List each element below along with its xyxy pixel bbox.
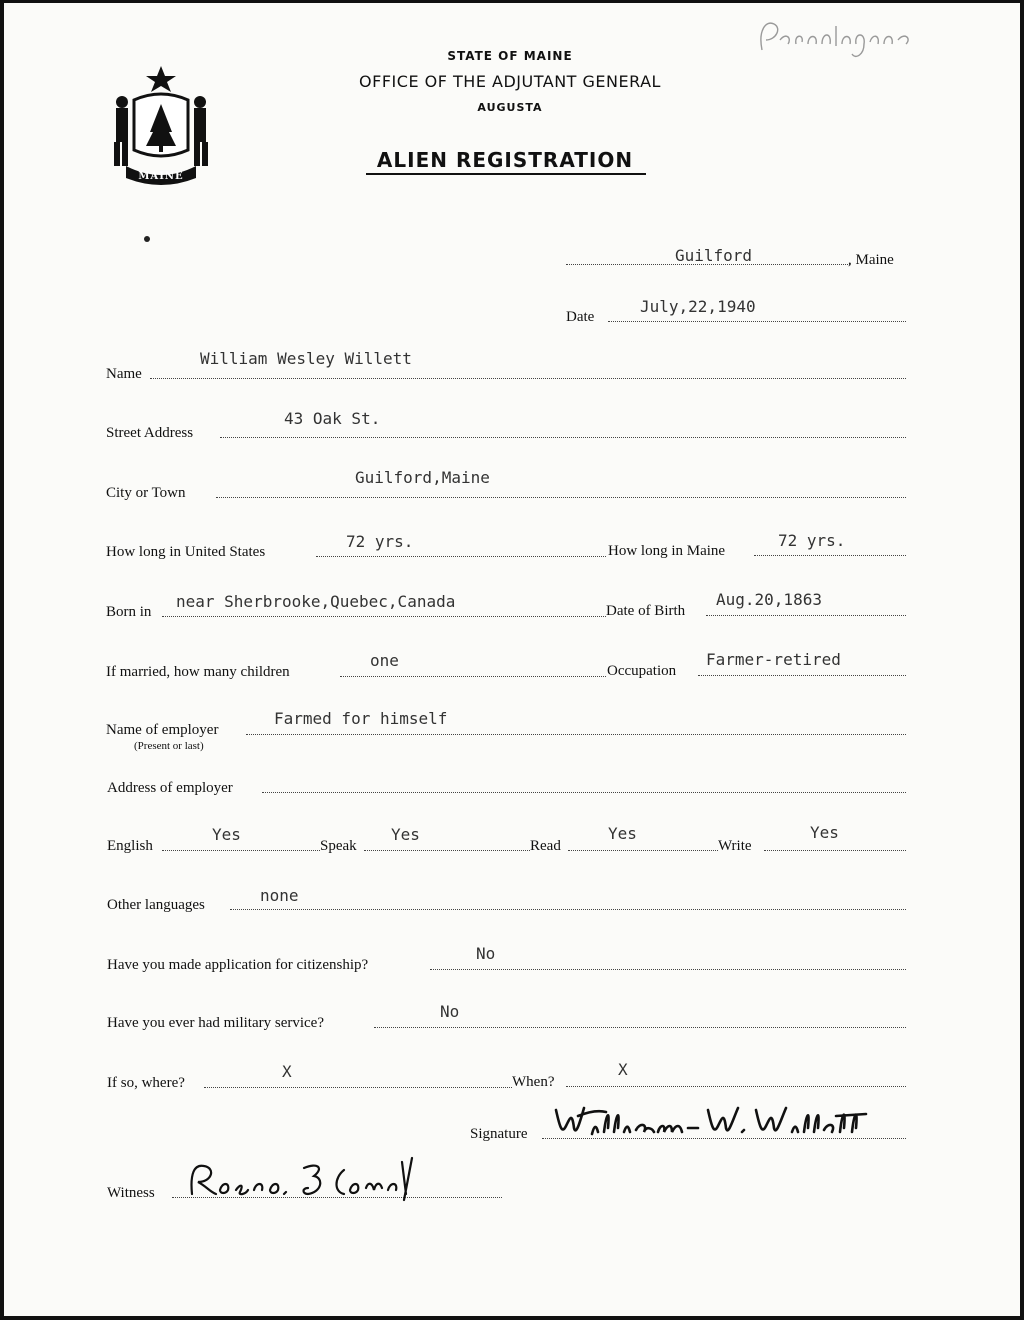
speak-label: Speak bbox=[320, 838, 357, 854]
street-address-line bbox=[220, 437, 906, 438]
place-suffix: , Maine bbox=[848, 252, 894, 268]
when-value: X bbox=[618, 1060, 628, 1079]
military-label: Have you ever had military service? bbox=[107, 1015, 324, 1031]
street-address-label: Street Address bbox=[106, 425, 194, 441]
name-line bbox=[150, 378, 906, 379]
us-duration-value: 72 yrs. bbox=[346, 532, 414, 551]
scan-border-bottom bbox=[0, 1316, 1024, 1320]
other-languages-line bbox=[230, 909, 906, 910]
write-label: Write bbox=[718, 838, 752, 854]
employer-line bbox=[246, 734, 906, 735]
other-languages-label: Other languages bbox=[107, 897, 205, 913]
english-line bbox=[162, 850, 320, 851]
born-in-value: near Sherbrooke,Quebec,Canada bbox=[176, 592, 456, 611]
street-address-value: 43 Oak St. bbox=[284, 409, 381, 428]
maine-duration-line bbox=[754, 555, 906, 556]
scan-border-left bbox=[0, 0, 4, 1320]
write-line bbox=[764, 850, 906, 851]
header-city: AUGUSTA bbox=[477, 101, 543, 114]
read-value: Yes bbox=[608, 824, 637, 843]
english-value: Yes bbox=[212, 825, 241, 844]
occupation-label: Occupation bbox=[607, 663, 677, 679]
when-line bbox=[566, 1086, 906, 1087]
where-line bbox=[204, 1087, 512, 1088]
name-value: William Wesley Willett bbox=[200, 349, 412, 368]
city-label: City or Town bbox=[106, 485, 186, 501]
employer-value: Farmed for himself bbox=[274, 709, 448, 728]
employer-address-label: Address of employer bbox=[107, 780, 233, 796]
born-in-label: Born in bbox=[106, 604, 152, 620]
other-languages-value: none bbox=[260, 886, 299, 905]
children-label: If married, how many children bbox=[106, 664, 290, 680]
read-line bbox=[568, 850, 718, 851]
occupation-line bbox=[698, 675, 906, 676]
citizenship-line bbox=[430, 969, 906, 970]
speak-line bbox=[364, 850, 530, 851]
archive-handwritten-note bbox=[752, 10, 932, 66]
children-line bbox=[340, 676, 606, 677]
citizenship-label: Have you made application for citizenship? bbox=[107, 957, 369, 973]
born-in-line bbox=[162, 616, 606, 617]
place-value: Guilford bbox=[675, 246, 753, 265]
signature-label: Signature bbox=[470, 1126, 528, 1142]
title-underline bbox=[366, 173, 646, 175]
maine-duration-label: How long in Maine bbox=[608, 543, 726, 559]
where-label: If so, where? bbox=[107, 1075, 185, 1091]
maine-duration-value: 72 yrs. bbox=[778, 531, 846, 550]
maine-state-seal-icon bbox=[106, 62, 216, 188]
speak-value: Yes bbox=[391, 825, 420, 844]
citizenship-value: No bbox=[476, 944, 496, 963]
date-line bbox=[608, 321, 906, 322]
occupation-value: Farmer-retired bbox=[706, 650, 841, 669]
header-office: OFFICE OF THE ADJUTANT GENERAL bbox=[359, 72, 661, 91]
employer-sublabel: (Present or last) bbox=[134, 740, 204, 752]
english-label: English bbox=[107, 838, 153, 854]
scan-border-top bbox=[0, 0, 1024, 3]
children-value: one bbox=[370, 651, 399, 670]
ink-mark bbox=[144, 236, 150, 242]
where-value: X bbox=[282, 1062, 292, 1081]
city-value: Guilford,Maine bbox=[355, 468, 490, 487]
employer-label: Name of employer bbox=[106, 722, 219, 738]
military-value: No bbox=[440, 1002, 460, 1021]
read-label: Read bbox=[530, 838, 561, 854]
when-label: When? bbox=[512, 1074, 555, 1090]
date-label: Date bbox=[566, 309, 595, 325]
form-title: ALIEN REGISTRATION bbox=[376, 148, 634, 172]
us-duration-line bbox=[316, 556, 606, 557]
signature-handwriting bbox=[548, 1098, 878, 1144]
military-line bbox=[374, 1027, 906, 1028]
date-of-birth-value: Aug.20,1863 bbox=[716, 590, 822, 609]
write-value: Yes bbox=[810, 823, 839, 842]
us-duration-label: How long in United States bbox=[106, 544, 266, 560]
city-line bbox=[216, 497, 906, 498]
header-state: STATE OF MAINE bbox=[447, 49, 573, 63]
date-of-birth-label: Date of Birth bbox=[606, 603, 686, 619]
witness-signature-handwriting bbox=[184, 1154, 454, 1204]
date-value: July,22,1940 bbox=[640, 297, 756, 316]
svg-text:MAINE: MAINE bbox=[138, 171, 184, 182]
witness-label: Witness bbox=[107, 1185, 155, 1201]
date-of-birth-line bbox=[706, 615, 906, 616]
employer-address-line bbox=[262, 792, 906, 793]
name-label: Name bbox=[106, 366, 142, 382]
scan-border-right bbox=[1020, 0, 1024, 1320]
